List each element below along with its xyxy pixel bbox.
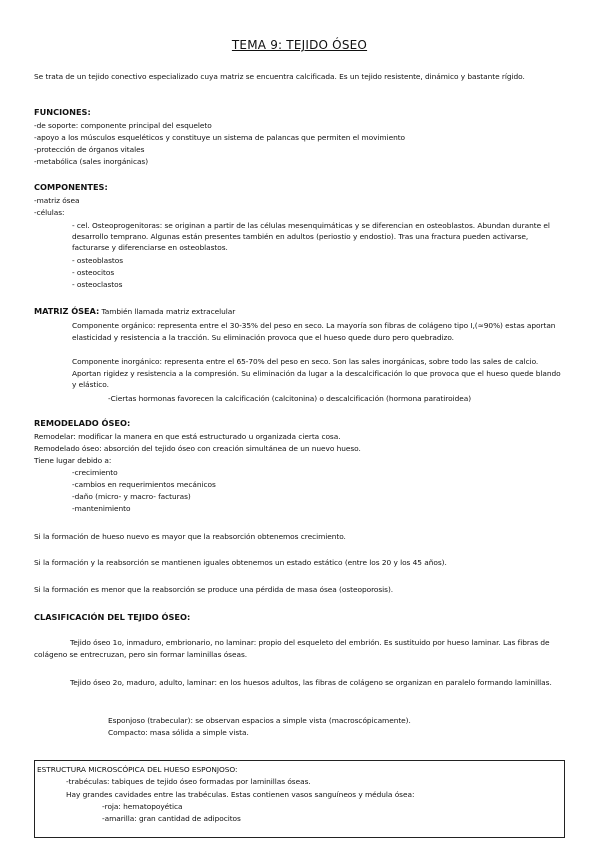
funciones-item: -metabólica (sales inorgánicas) [34, 157, 149, 166]
funciones-item: -apoyo a los músculos esqueléticos y constituye un sistema de palancas que permiten el movimiento [34, 133, 406, 142]
remodelado-lugar: Tiene lugar debido a: [34, 456, 112, 465]
matriz-heading-rest: También llamada matriz extracelular [99, 307, 236, 316]
cavidades-line: Hay grandes cavidades entre las trabéculas. Estas contienen vasos sanguíneos y médula ósea: [66, 790, 415, 799]
remodelado-definition: Remodelado óseo: absorción del tejido óseo con creación simultánea de un nuevo hueso. [34, 444, 361, 453]
formacion-line: Si la formación y la reabsorción se mantienen iguales obtenemos un estado estático (entre los 20 y los 45 años). [34, 558, 447, 567]
estructura-heading: ESTRUCTURA MICROSCÓPICA DEL HUESO ESPONJOSO: [37, 765, 238, 774]
remodelar-definition: Remodelar: modificar la manera en que está estructurado u organizada cierta cosa. [34, 432, 341, 441]
remodelado-causa: -daño (micro- y macro- facturas) [72, 492, 191, 501]
componentes-matriz: -matriz ósea [34, 196, 80, 205]
matriz-heading-line [34, 307, 235, 316]
medula-roja: -roja: hematopoyética [102, 802, 183, 811]
formacion-line: Si la formación es menor que la reabsorción se produce una pérdida de masa ósea (osteoporosis). [34, 585, 394, 594]
trabeculas-line: -trabéculas: tabiques de tejido óseo formadas por laminillas óseas. [66, 777, 311, 786]
cell-type-item: - osteoclastos [72, 280, 123, 289]
componentes-heading: COMPONENTES: [34, 182, 108, 192]
osteoprogenitoras-text: - cel. Osteoprogenitoras: se originan a partir de las células mesenquimáticas y se diferencian en osteoblastos. Abundan durante el desarrollo temprano. Algunas están presentes también en adultos (periostio y endostio). Tras una fractura pueden activarse, facturarse y diferenciarse en osteoblastos. [72, 221, 550, 252]
compacto-line: Compacto: masa sólida a simple vista. [108, 728, 249, 737]
remodelado-heading: REMODELADO ÓSEO: [34, 418, 131, 428]
hormonas-note: -Ciertas hormonas favorecen la calcificación (calcitonina) o descalcificación (hormona paratiroidea) [108, 394, 472, 403]
remodelado-causa: -mantenimiento [72, 504, 131, 513]
cell-type-item: - osteocitos [72, 268, 115, 277]
funciones-item: -protección de órganos vitales [34, 145, 145, 154]
tejido-primario: Tejido óseo 1o, inmaduro, embrionario, no laminar: propio del esqueleto del embrión. Es sustituido por hueso laminar. Las fibras de colágeno se entrecruzan, pero sin formar laminillas óseas. [34, 638, 550, 659]
componente-organico: Componente orgánico: representa entre el 30-35% del peso en seco. La mayoría son fibras de colágeno tipo I,(≈90%) estas aportan elasticidad y resistencia a la tracción. Su eliminación provoca que el hueso quede duro pero quebradizo. [72, 321, 556, 342]
page-title: TEMA 9: TEJIDO ÓSEO [231, 38, 368, 52]
componentes-celulas: -células: [34, 208, 65, 217]
esponjoso-line: Esponjoso (trabecular): se observan espacios a simple vista (macroscópicamente). [108, 716, 411, 725]
remodelado-causa: -cambios en requerimientos mecánicos [72, 480, 216, 489]
formacion-line: Si la formación de hueso nuevo es mayor que la reabsorción obtenemos crecimiento. [34, 532, 346, 541]
matriz-heading: MATRIZ ÓSEA: [34, 306, 100, 316]
tejido-secundario: Tejido óseo 2o, maduro, adulto, laminar: en los huesos adultos, las fibras de colágeno se organizan en paralelo formando laminillas. [70, 678, 552, 687]
medula-amarilla: -amarilla: gran cantidad de adipocitos [102, 814, 241, 823]
funciones-heading: FUNCIONES: [34, 107, 91, 117]
componente-inorganico: Componente inorgánico: representa entre el 65-70% del peso en seco. Son las sales inorgánicas, sobre todo las sales de calcio. Aportan rigidez y resistencia a la compresión. Su eliminación da lugar a la descalcificación lo que provoca que el hueso quede blando y elástico. [72, 357, 561, 389]
funciones-item: -de soporte: componente principal del esqueleto [34, 121, 212, 130]
clasificacion-heading: CLASIFICACIÓN DEL TEJIDO ÓSEO: [34, 612, 191, 622]
cell-type-item: - osteoblastos [72, 256, 124, 265]
remodelado-causa: -crecimiento [72, 468, 118, 477]
intro-paragraph: Se trata de un tejido conectivo especializado cuya matriz se encuentra calcificada. Es un tejido resistente, dinámico y bastante rígido. [34, 72, 525, 81]
